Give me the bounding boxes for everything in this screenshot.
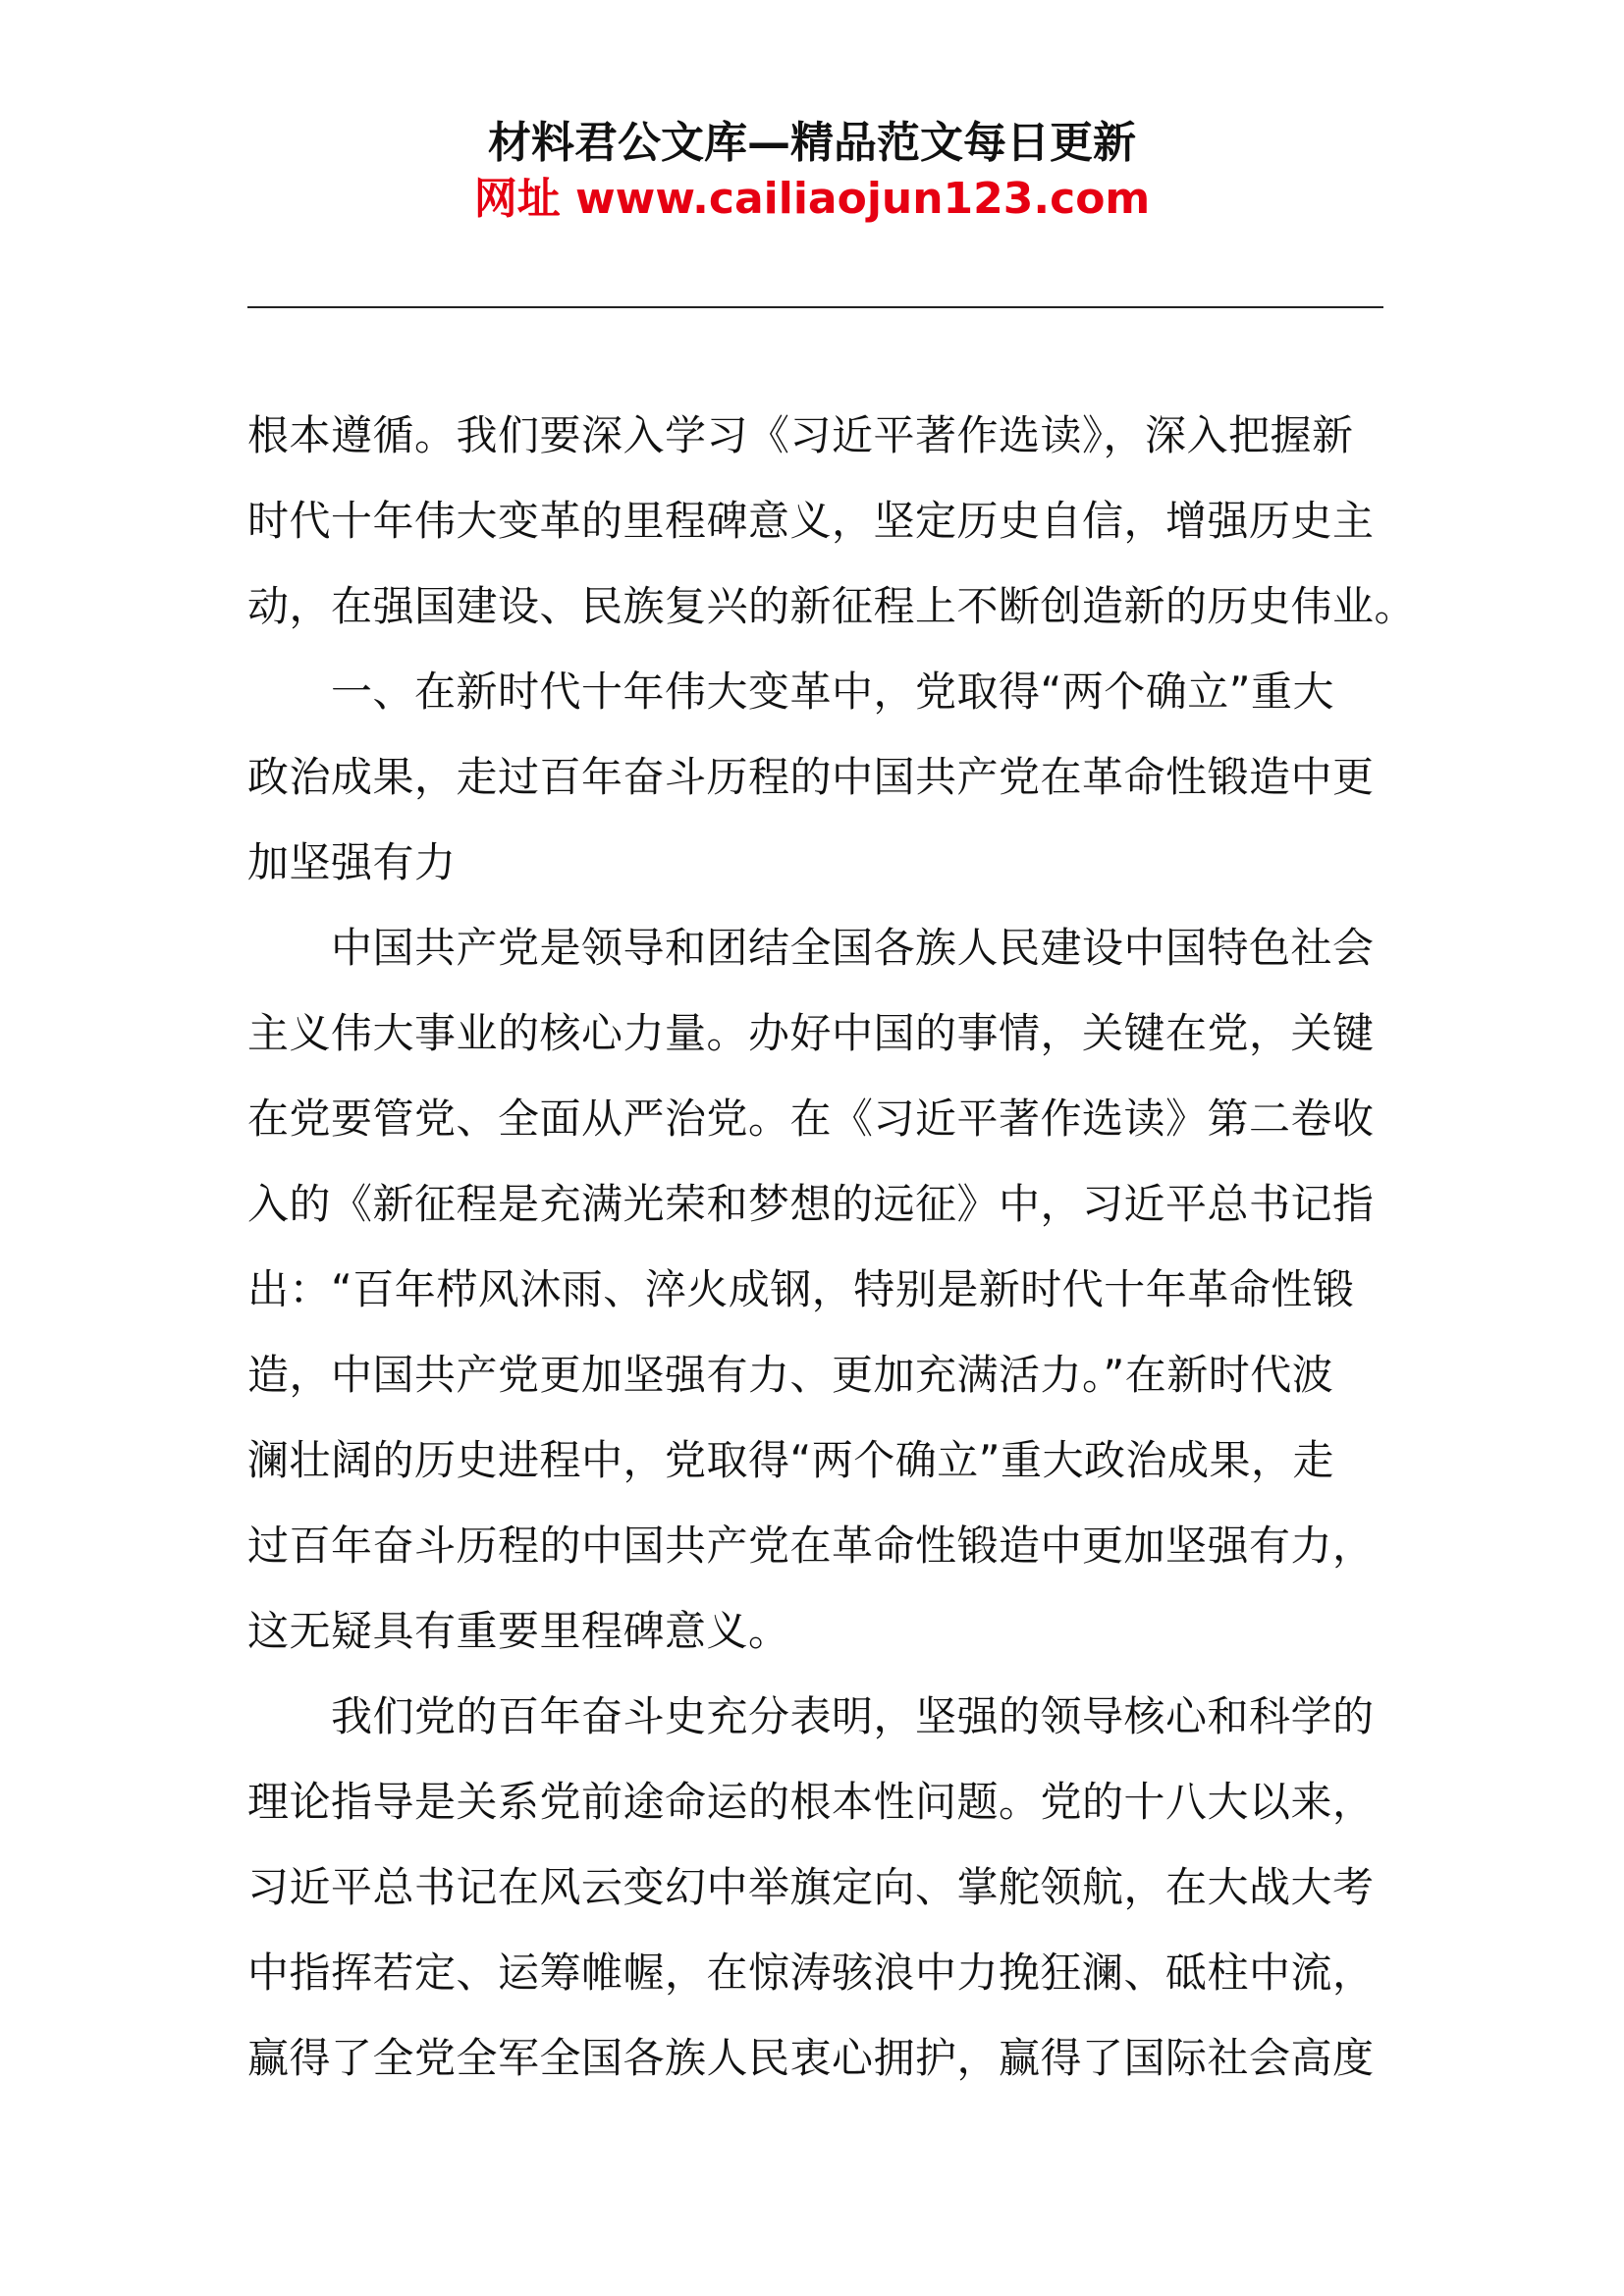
text-line: 习近平总书记在风云变幻中举旗定向、掌舵领航，在大战大考 bbox=[247, 1863, 1375, 1911]
text-line: 理论指导是关系党前途命运的根本性问题。党的十八大以来， bbox=[247, 1778, 1375, 1826]
text-line: 时代十年伟大变革的里程碑意义，坚定历史自信，增强历史主 bbox=[247, 497, 1375, 545]
text-line: 动，在强国建设、民族复兴的新征程上不断创造新的历史伟业。 bbox=[247, 582, 1417, 630]
text-line: 中国共产党是领导和团结全国各族人民建设中国特色社会 bbox=[247, 924, 1375, 972]
text-line: 主义伟大事业的核心力量。办好中国的事情，关键在党，关键 bbox=[247, 1009, 1375, 1057]
text-line: 中指挥若定、运筹帷幄，在惊涛骇浪中力挽狂澜、砥柱中流， bbox=[247, 1949, 1375, 1997]
header-title: 材料君公文库—精品范文每日更新 bbox=[488, 118, 1136, 168]
text-line: 政治成果，走过百年奋斗历程的中国共产党在革命性锻造中更 bbox=[247, 753, 1375, 801]
text-line: 出：“百年栉风沐雨、淬火成钢，特别是新时代十年革命性锻 bbox=[247, 1265, 1355, 1313]
text-line: 赢得了全党全军全国各族人民衷心拥护，赢得了国际社会高度 bbox=[247, 2034, 1375, 2082]
text-line: 澜壮阔的历史进程中，党取得“两个确立”重大政治成果，走 bbox=[247, 1436, 1335, 1484]
header-url: 网址 www.cailiaojun123.com bbox=[473, 174, 1151, 224]
text-line: 这无疑具有重要里程碑意义。 bbox=[247, 1607, 790, 1655]
text-line: 一、在新时代十年伟大变革中，党取得“两个确立”重大 bbox=[247, 667, 1335, 716]
text-line: 入的《新征程是充满光荣和梦想的远征》中，习近平总书记指 bbox=[247, 1180, 1375, 1228]
text-line: 我们党的百年奋斗史充分表明，坚强的领导核心和科学的 bbox=[247, 1692, 1375, 1740]
body-text bbox=[247, 393, 1417, 2101]
text-line: 加坚强有力 bbox=[247, 838, 457, 886]
header-divider bbox=[247, 306, 1383, 308]
text-line: 造，中国共产党更加坚强有力、更加充满活力。”在新时代波 bbox=[247, 1351, 1334, 1399]
text-line: 过百年奋斗历程的中国共产党在革命性锻造中更加坚强有力， bbox=[247, 1522, 1375, 1570]
text-line: 根本遵循。我们要深入学习《习近平著作选读》，深入把握新 bbox=[247, 411, 1354, 459]
text-line: 在党要管党、全面从严治党。在《习近平著作选读》第二卷收 bbox=[247, 1095, 1375, 1143]
document-header bbox=[0, 116, 1624, 228]
